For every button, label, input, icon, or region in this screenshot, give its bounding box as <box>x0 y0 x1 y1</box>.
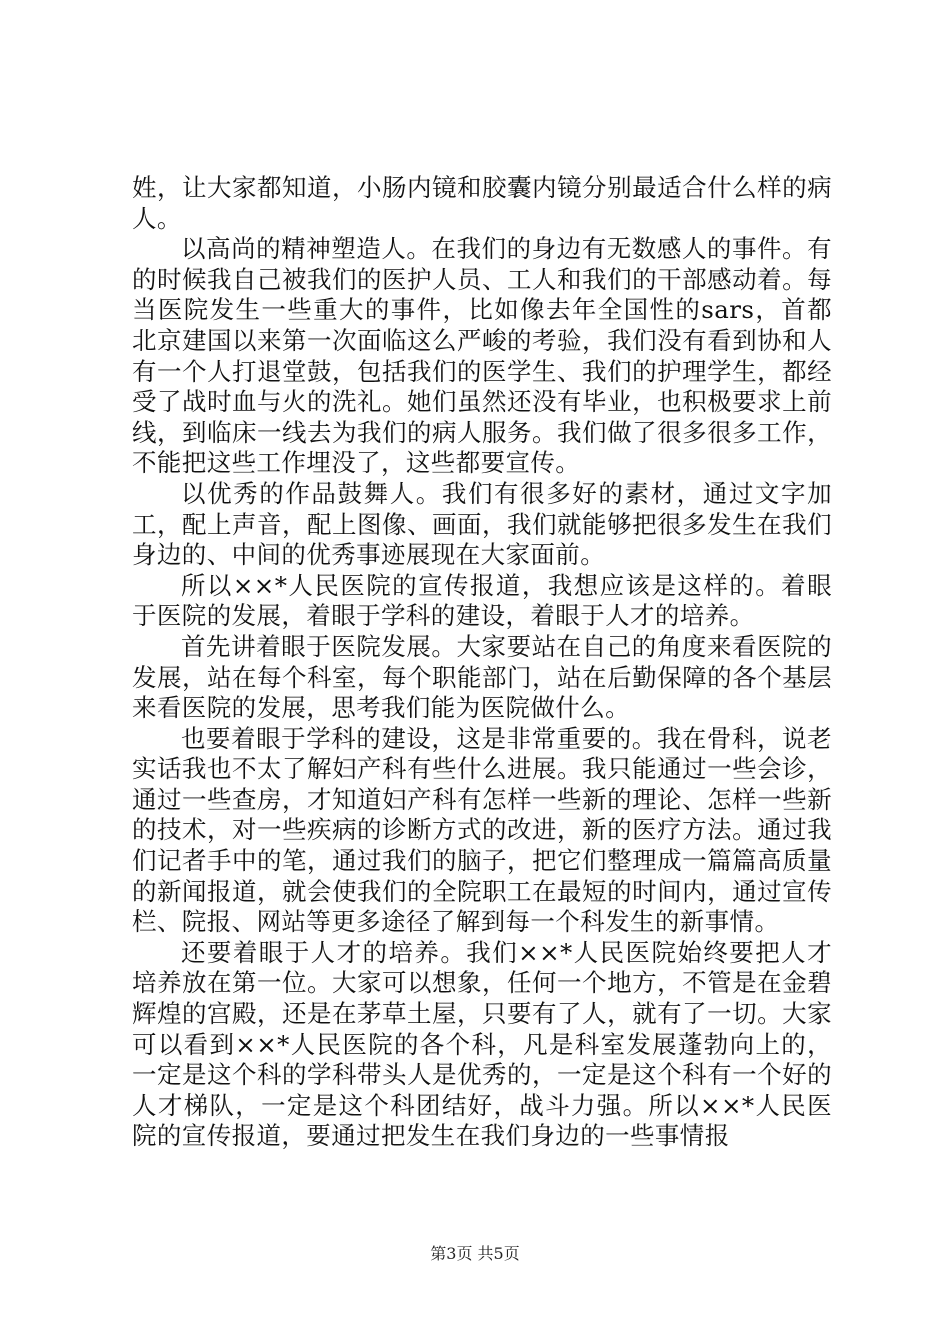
paragraph-talent-training: 还要着眼于人才的培养。我们××*人民医院始终要把人才培养放在第一位。大家可以想象，任何一个地方，不管是在金碧辉煌的宫殿，还是在茅草土屋，只要有了人，就有了一切。大家可以看到××*人民医院的各个科，凡是科室发展蓬勃向上的，一定是这个科的学科带头人是优秀的，一定是这个科有一个好的人才梯队，一定是这个科团结好，战斗力强。所以××*人民医院的宣传报道，要通过把发生在我们身边的一些事情报 <box>132 937 832 1151</box>
paragraph-continuation: 姓，让大家都知道，小肠内镜和胶囊内镜分别最适合什么样的病人。 <box>132 173 832 233</box>
page-number-footer: 第3页 共5页 <box>430 1244 520 1263</box>
paragraph-spirit: 以高尚的精神塑造人。在我们的身边有无数感人的事件。有的时候我自己被我们的医护人员、工人和我们的干部感动着。每当医院发生一些重大的事件，比如像去年全国性的sars，首都北京建国以来第一次面临这么严峻的考验，我们没有看到协和人有一个人打退堂鼓，包括我们的医学生、我们的护理学生，都经受了战时血与火的洗礼。她们虽然还没有毕业，也积极要求上前线，到临床一线去为我们的病人服务。我们做了很多很多工作，不能把这些工作埋没了，这些都要宣传。 <box>132 234 832 478</box>
paragraph-discipline-building: 也要着眼于学科的建设，这是非常重要的。我在骨科，说老实话我也不太了解妇产科有些什么进展。我只能通过一些会诊，通过一些查房，才知道妇产科有怎样一些新的理论、怎样一些新的技术，对一些疾病的诊断方式的改进，新的医疗方法。通过我们记者手中的笔，通过我们的脑子，把它们整理成一篇篇高质量的新闻报道，就会使我们的全院职工在最短的时间内，通过宣传栏、院报、网站等更多途径了解到每一个科发生的新事情。 <box>132 723 832 937</box>
paragraph-summary: 所以××*人民医院的宣传报道，我想应该是这样的。着眼于医院的发展，着眼于学科的建设，着眼于人才的培养。 <box>132 570 832 631</box>
paragraph-hospital-development: 首先讲着眼于医院发展。大家要站在自己的角度来看医院的发展，站在每个科室，每个职能部门，站在后勤保障的各个基层来看医院的发展，思考我们能为医院做什么。 <box>132 631 832 723</box>
paragraph-works: 以优秀的作品鼓舞人。我们有很多好的素材，通过文字加工，配上声音，配上图像、画面，我们就能够把很多发生在我们身边的、中间的优秀事迹展现在大家面前。 <box>132 478 832 570</box>
body-text <box>132 173 832 1152</box>
